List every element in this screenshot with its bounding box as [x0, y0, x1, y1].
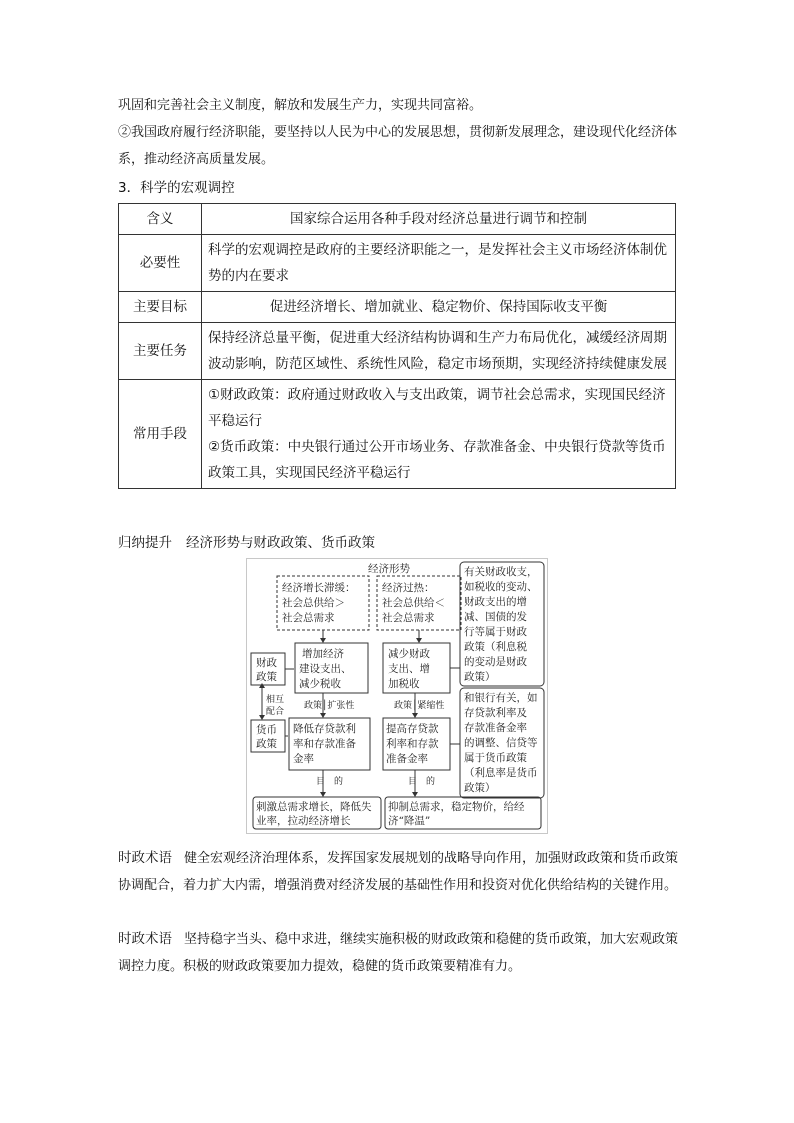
summary-label: 归纳提升	[118, 535, 172, 551]
summary-heading	[118, 531, 375, 551]
fiscal-contraction-text: 加税收	[388, 678, 420, 690]
slow-growth-text: 社会总供给＞	[282, 597, 345, 609]
section-3-title: 3．科学的宏观调控	[118, 180, 235, 196]
term-text: 健全宏观经济治理体系，发挥国家发展规划的战略导向作用，加强财政政策和货币政策协调配合，着力扩大内需，增强消费对经济发展的基础性作用和投资对优化供给结构的关键作用。	[118, 851, 679, 893]
monetary-note-text: 存贷款利率及	[464, 707, 527, 719]
overheating-text: 经济过热：	[382, 582, 435, 594]
monetary-note-text: 和银行有关，如	[464, 692, 538, 704]
fiscal-note-text: 行等属于财政	[464, 626, 527, 638]
table-row	[119, 380, 676, 489]
monetary-note-text: （利息率是货币	[464, 767, 538, 779]
monetary-note-text: 存款准备金率	[464, 722, 527, 734]
fiscal-note-text: 政策）	[464, 671, 496, 683]
slow-growth-text: 经济增长滞缓：	[282, 582, 356, 594]
row-key: 主要任务	[119, 323, 202, 380]
monetary-policy-text: ②货币政策：中央银行通过公开市场业务、存款准备金、中央银行贷款等货币政策工具，实现国民经济平稳运行	[208, 439, 666, 481]
expansionary-policy-label: 政策│扩张性	[304, 701, 355, 711]
result-expansion-text: 业率，拉动经济增长	[256, 815, 351, 827]
fiscal-policy-label: 财政	[256, 657, 277, 669]
result-contraction-text: 济“降温”	[388, 815, 431, 827]
slow-growth-text: 社会总需求	[282, 612, 335, 624]
intro-line-1: 巩固和完善社会主义制度，解放和发展生产力，实现共同富裕。	[118, 98, 483, 113]
monetary-note-text: 属于货币政策	[464, 752, 527, 764]
result-expansion-text: 刺激总需求增长，降低失	[256, 801, 372, 813]
term-text: 坚持稳字当头、稳中求进，继续实施积极的财政政策和稳健的货币政策，加大宏观政策调控力度。积极的财政政策要加力提效，稳健的货币政策要精准有力。	[118, 932, 679, 974]
overheating-text: 社会总供给＜	[382, 597, 445, 609]
monetary-contraction-text: 提高存贷款	[386, 723, 439, 735]
fiscal-note-text: 如税收的变动、	[464, 581, 538, 593]
row-key: 必要性	[119, 235, 202, 292]
overheating-text: 社会总需求	[382, 612, 435, 624]
macro-control-table	[118, 203, 676, 489]
row-value: 国家综合运用各种手段对经济总量进行调节和控制	[202, 204, 676, 235]
fiscal-contraction-text: 减少财政	[388, 648, 430, 660]
fiscal-expansion-text: 减少税收	[299, 678, 341, 690]
table-row	[119, 235, 676, 292]
fiscal-policy-label: 政策	[256, 671, 277, 683]
fiscal-note-text: 有关财政收支，	[464, 566, 538, 578]
row-value: 促进经济增长、增加就业、稳定物价、保持国际收支平衡	[202, 292, 676, 323]
economy-policy-diagram	[246, 558, 548, 834]
row-value: 科学的宏观调控是政府的主要经济职能之一，是发挥社会主义市场经济体制优势的内在要求	[202, 235, 676, 292]
fiscal-policy-text: ①财政政策：政府通过财政收入与支出政策，调节社会总需求，实现国民经济平稳运行	[208, 387, 666, 429]
table-row	[119, 292, 676, 323]
row-value	[202, 380, 676, 489]
table-row	[119, 323, 676, 380]
row-value: 保持经济总量平衡，促进重大经济结构协调和生产力布局优化，减缓经济周期波动影响，防范区域性、系统性风险，稳定市场预期，实现经济持续健康发展	[202, 323, 676, 380]
fiscal-note-text: 财政支出的增	[464, 596, 527, 608]
monetary-expansion-text: 金率	[293, 753, 314, 765]
purpose-label: 目 的	[408, 777, 436, 787]
monetary-policy-label: 货币	[256, 724, 277, 736]
fiscal-contraction-text: 支出、增	[388, 663, 430, 675]
row-key: 常用手段	[119, 380, 202, 489]
contractionary-policy-label: 政策│紧缩性	[394, 701, 445, 711]
row-key: 含义	[119, 204, 202, 235]
fiscal-note-text: 的变动是财政	[464, 656, 527, 668]
monetary-contraction-text: 利率和存款	[386, 738, 439, 750]
fiscal-note-text: 减、国债的发	[464, 611, 527, 623]
row-key: 主要目标	[119, 292, 202, 323]
monetary-contraction-text: 准备金率	[386, 753, 428, 765]
fiscal-note-text: 政策（利息税	[464, 641, 527, 653]
monetary-note-text: 政策）	[464, 782, 496, 794]
purpose-label: 目 的	[316, 777, 344, 787]
fiscal-expansion-text: 增加经济	[302, 648, 344, 660]
term-label: 时政术语	[118, 931, 172, 947]
result-contraction-text: 抑制总需求，稳定物价，给经	[388, 801, 525, 813]
fiscal-expansion-text: 建设支出、	[299, 663, 352, 675]
summary-title: 经济形势与财政政策、货币政策	[186, 535, 375, 551]
diagram-title: 经济形势	[368, 563, 410, 575]
mutual-label: 配合	[266, 707, 285, 717]
intro-point-2: ②我国政府履行经济职能，要坚持以人民为中心的发展思想，贯彻新发展理念，建设现代化经济体系，推动经济高质量发展。	[118, 125, 678, 167]
policy-term-1	[118, 845, 678, 899]
table-row	[119, 204, 676, 235]
monetary-expansion-text: 率和存款准备	[293, 738, 356, 750]
mutual-label: 相互	[266, 695, 285, 705]
term-label: 时政术语	[118, 850, 172, 866]
monetary-policy-label: 政策	[256, 738, 277, 750]
monetary-expansion-text: 降低存贷款利	[293, 723, 356, 735]
monetary-note-text: 的调整、信贷等	[464, 737, 538, 749]
policy-term-2	[118, 926, 678, 980]
